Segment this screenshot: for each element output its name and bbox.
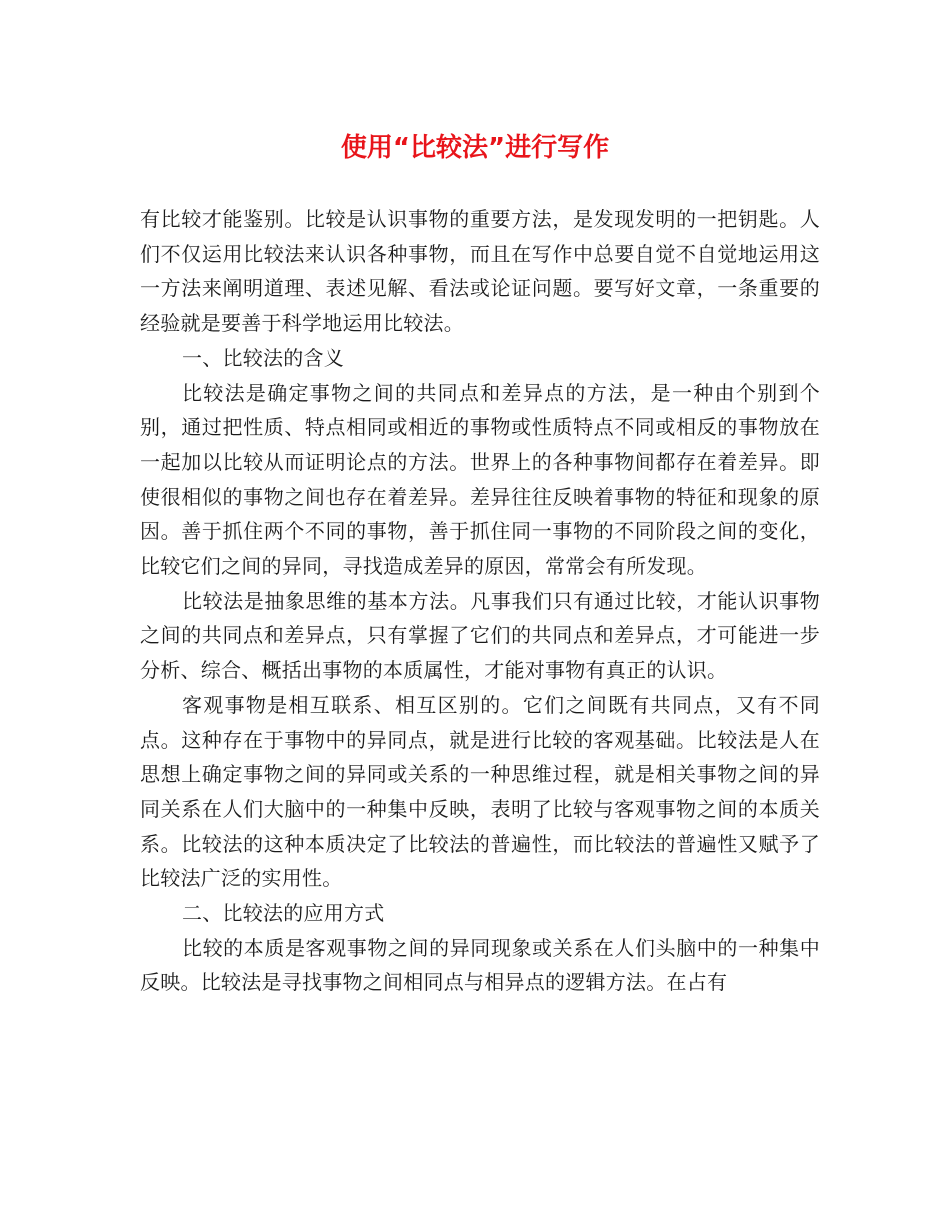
section-heading-2: 二、比较法的应用方式 xyxy=(182,901,385,926)
document-title: 使用“比较法”进行写作 xyxy=(340,133,610,163)
section-heading-1: 一、比较法的含义 xyxy=(182,345,344,370)
paragraph-objective-basis: 客观事物是相互联系、相互区别的。它们之间既有共同点，又有不同点。这种存在于事物中的异同点，就是进行比较的客观基础。比较法是人在思想上确定事物之间的异同或关系的一种思维过程，就是相关事物之间的异同关系在人们大脑中的一种集中反映，表明了比较与客观事物之间的本质关系。比较法的这种本质决定了比较法的普遍性，而比较法的普遍性又赋予了比较法广泛的实用性。 xyxy=(140,692,820,891)
paragraph-application: 比较的本质是客观事物之间的异同现象或关系在人们头脑中的一种集中反映。比较法是寻找事物之间相同点与相异点的逻辑方法。在占有 xyxy=(140,935,820,995)
document-body xyxy=(140,202,820,1000)
paragraph-definition: 比较法是确定事物之间的共同点和差异点的方法，是一种由个别到个别，通过把性质、特点相同或相近的事物或性质特点不同或相反的事物放在一起加以比较从而证明论点的方法。世界上的各种事物间都存在着差异。即使很相似的事物之间也存在着差异。差异往往反映着事物的特征和现象的原因。善于抓住两个不同的事物，善于抓住同一事物的不同阶段之间的变化，比较它们之间的异同，寻找造成差异的原因，常常会有所发现。 xyxy=(140,380,820,579)
paragraph-abstract-thinking: 比较法是抽象思维的基本方法。凡事我们只有通过比较，才能认识事物之间的共同点和差异点，只有掌握了它们的共同点和差异点，才可能进一步分析、综合、概括出事物的本质属性，才能对事物有真正的认识。 xyxy=(140,588,820,683)
intro-paragraph: 有比较才能鉴别。比较是认识事物的重要方法，是发现发明的一把钥匙。人们不仅运用比较法来认识各种事物，而且在写作中总要自觉不自觉地运用这一方法来阐明道理、表述见解、看法或论证问题。要写好文章，一条重要的经验就是要善于科学地运用比较法。 xyxy=(140,207,820,336)
